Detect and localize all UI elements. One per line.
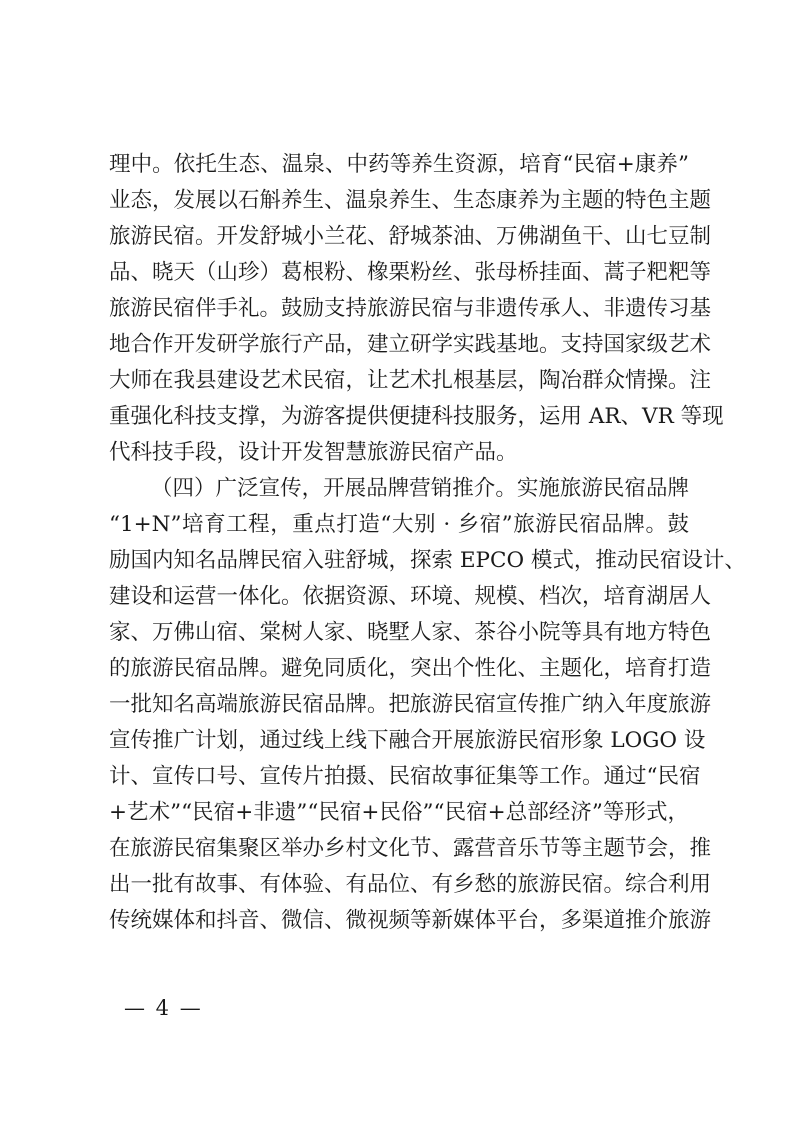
body-text-line: 在旅游民宿集聚区举办乡村文化节、露营音乐节等主题节会，推	[109, 836, 712, 861]
body-text-line: 家、万佛山宿、棠树人家、晓墅人家、茶谷小院等具有地方特色	[109, 620, 712, 645]
section-heading-line: （四）广泛宣传，开展品牌营销推介。实施旅游民宿品牌	[151, 476, 689, 501]
body-text-line: 旅游民宿。开发舒城小兰花、舒城茶油、万佛湖鱼干、山七豆制	[109, 224, 712, 249]
body-text-line: 宣传推广计划，通过线上线下融合开展旅游民宿形象 LOGO 设	[109, 728, 706, 753]
body-text-line: 传统媒体和抖音、微信、微视频等新媒体平台，多渠道推介旅游	[109, 908, 712, 933]
body-text-line: 旅游民宿伴手礼。鼓励支持旅游民宿与非遗传承人、非遗传习基	[109, 296, 712, 321]
body-text-line: 理中。依托生态、温泉、中药等养生资源，培育“民宿+康养”	[109, 152, 689, 177]
body-text-line: 一批知名高端旅游民宿品牌。把旅游民宿宣传推广纳入年度旅游	[109, 692, 712, 717]
body-text-line: +艺术”“民宿+非遗”“民宿+民俗”“民宿+总部经济”等形式，	[109, 800, 689, 825]
body-text-line: 出一批有故事、有体验、有品位、有乡愁的旅游民宿。综合利用	[109, 872, 712, 897]
body-text-line: 大师在我县建设艺术民宿，让艺术扎根基层，陶冶群众情操。注	[109, 368, 712, 393]
body-text-line: 励国内知名品牌民宿入驻舒城，探索 EPCO 模式，推动民宿设计、	[109, 548, 746, 573]
body-text-line: 地合作开发研学旅行产品，建立研学实践基地。支持国家级艺术	[109, 332, 712, 357]
body-text-line: 的旅游民宿品牌。避免同质化，突出个性化、主题化，培育打造	[109, 656, 712, 681]
body-text-line: “1+N”培育工程，重点打造“大别 · 乡宿”旅游民宿品牌。鼓	[109, 512, 689, 537]
body-text-line: 建设和运营一体化。依据资源、环境、规模、档次，培育湖居人	[109, 584, 712, 609]
body-text-line: 重强化科技支撑，为游客提供便捷科技服务，运用 AR、VR 等现	[109, 404, 724, 429]
body-text-line: 品、晓天（山珍）葛根粉、橡栗粉丝、张母桥挂面、蒿子粑粑等	[109, 260, 712, 285]
body-text-line: 代科技手段，设计开发智慧旅游民宿产品。	[109, 440, 518, 465]
body-text-line: 业态，发展以石斛养生、温泉养生、生态康养为主题的特色主题	[109, 188, 712, 213]
body-text-line: 计、宣传口号、宣传片拍摄、民宿故事征集等工作。通过“民宿	[109, 764, 701, 789]
page-number: — 4 —	[124, 996, 203, 1020]
